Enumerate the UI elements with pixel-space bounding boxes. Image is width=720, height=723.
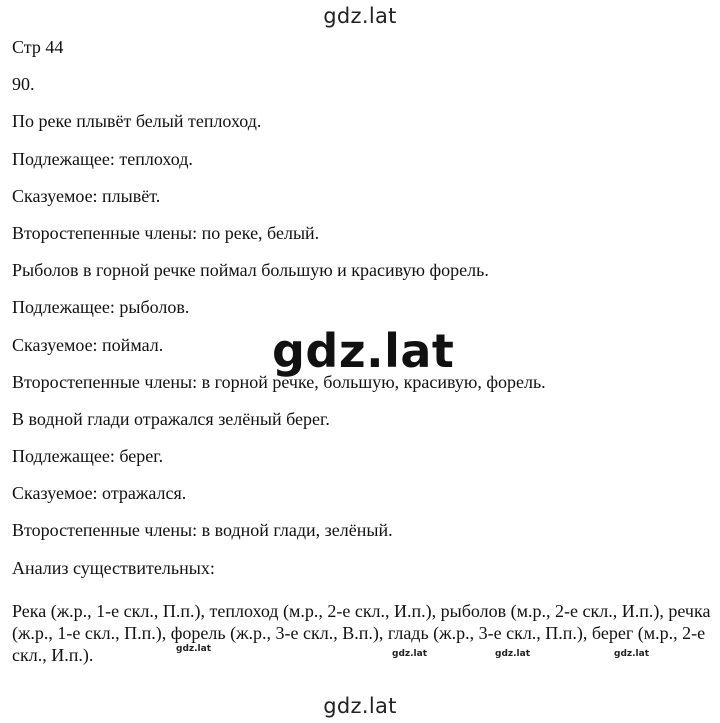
sentence-2: Рыболов в горной речке поймал большую и красивую форель.: [12, 260, 489, 281]
watermark-center: gdz.lat: [272, 324, 455, 378]
secondary-members-2: Второстепенные члены: в горной речке, большую, красивую, форель.: [12, 371, 546, 392]
subject-3: Подлежащее: берег.: [12, 446, 164, 467]
watermark-small-4: gdz.lat: [614, 649, 650, 659]
sentence-1: По реке плывёт белый теплоход.: [12, 111, 262, 132]
watermark-top: gdz.lat: [323, 4, 397, 28]
predicate-1: Сказуемое: плывёт.: [12, 185, 161, 206]
watermark-small-2: gdz.lat: [392, 649, 428, 659]
noun-analysis-paragraph: Река (ж.р., 1-е скл., П.п.), теплоход (м.р., 2-е скл., И.п.), рыболов (м.р., 2-е скл., И.п.), речка (ж.р., 1-е скл., П.п.), форель (ж.р., 3-е скл., В.п.), гладь (ж.р., 3-е скл., П.п.), берег (м.р., 2-е скл., И.п.).: [12, 601, 711, 665]
watermark-bottom: gdz.lat: [323, 694, 397, 718]
sentence-3: В водной глади отражался зелёный берег.: [12, 408, 330, 429]
subject-1: Подлежащее: теплоход.: [12, 148, 193, 169]
predicate-3: Сказуемое: отражался.: [12, 483, 187, 504]
page-number: Стр 44: [12, 37, 64, 57]
exercise-number: 90.: [12, 74, 35, 95]
document-body: [12, 36, 712, 594]
secondary-members-3: Второстепенные члены: в водной глади, зелёный.: [12, 520, 393, 541]
predicate-2: Сказуемое: поймал.: [12, 334, 164, 355]
subject-2: Подлежащее: рыболов.: [12, 297, 190, 318]
noun-analysis-heading: Анализ существительных:: [12, 557, 215, 578]
watermark-small-3: gdz.lat: [495, 649, 531, 659]
watermark-small-1: gdz.lat: [176, 644, 212, 654]
secondary-members-1: Второстепенные члены: по реке, белый.: [12, 222, 320, 243]
